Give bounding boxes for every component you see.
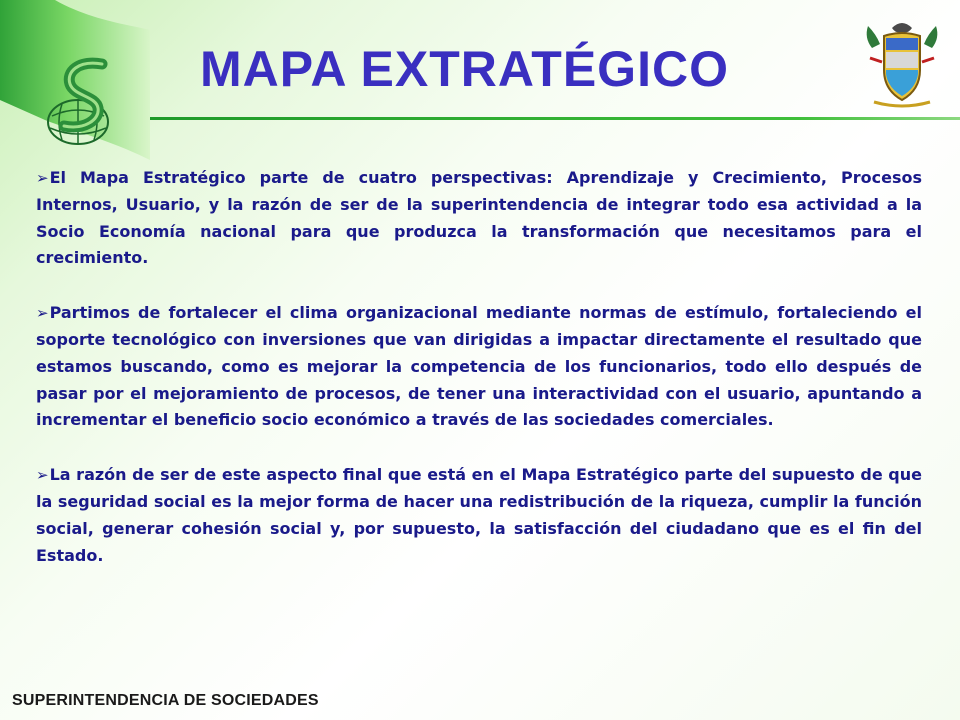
page-title: MAPA EXTRATÉGICO xyxy=(200,41,729,97)
arrow-bullet-icon: ➢ xyxy=(36,169,49,187)
arrow-bullet-icon: ➢ xyxy=(36,466,49,485)
superintendencia-s-logo-icon xyxy=(38,50,128,160)
title-divider xyxy=(150,117,960,120)
footer-organization-name: SUPERINTENDENCIA DE SOCIEDADES xyxy=(12,692,319,709)
paragraph-3: ➢La razón de ser de este aspecto final que está en el Mapa Estratégico parte del supuesto de que la seguridad social es la mejor forma de hacer una redistribución de la riqueza, cumplir la función social, generar cohesión social y, por supuesto, la satisfacción del ciudadano que es el fin del Estado. xyxy=(36,465,922,565)
paragraph-1: ➢El Mapa Estratégico parte de cuatro perspectivas: Aprendizaje y Crecimiento, Procesos Internos, Usuario, y la razón de ser de la superintendencia de integrar todo esa actividad a la Socio Economía nacional para que produzca la transformación que necesitamos para el crecimiento. xyxy=(36,168,922,268)
arrow-bullet-icon: ➢ xyxy=(36,304,49,323)
coat-of-arms xyxy=(862,18,942,108)
superintendencia-logo xyxy=(38,50,128,160)
body-content xyxy=(36,165,922,569)
paragraph-2: ➢Partimos de fortalecer el clima organizacional mediante normas de estímulo, fortaleciendo el soporte tecnológico con inversiones que van dirigidas a impactar directamente el resultado que estamos buscando, como es mejorar la competencia de los funcionarios, todo ello después de pasar por el mejoramiento de procesos, de tener una interactividad con el usuario, apuntando a incrementar el beneficio socio económico a través de las sociedades comerciales. xyxy=(36,303,922,430)
colombia-coat-of-arms-icon xyxy=(862,18,942,108)
